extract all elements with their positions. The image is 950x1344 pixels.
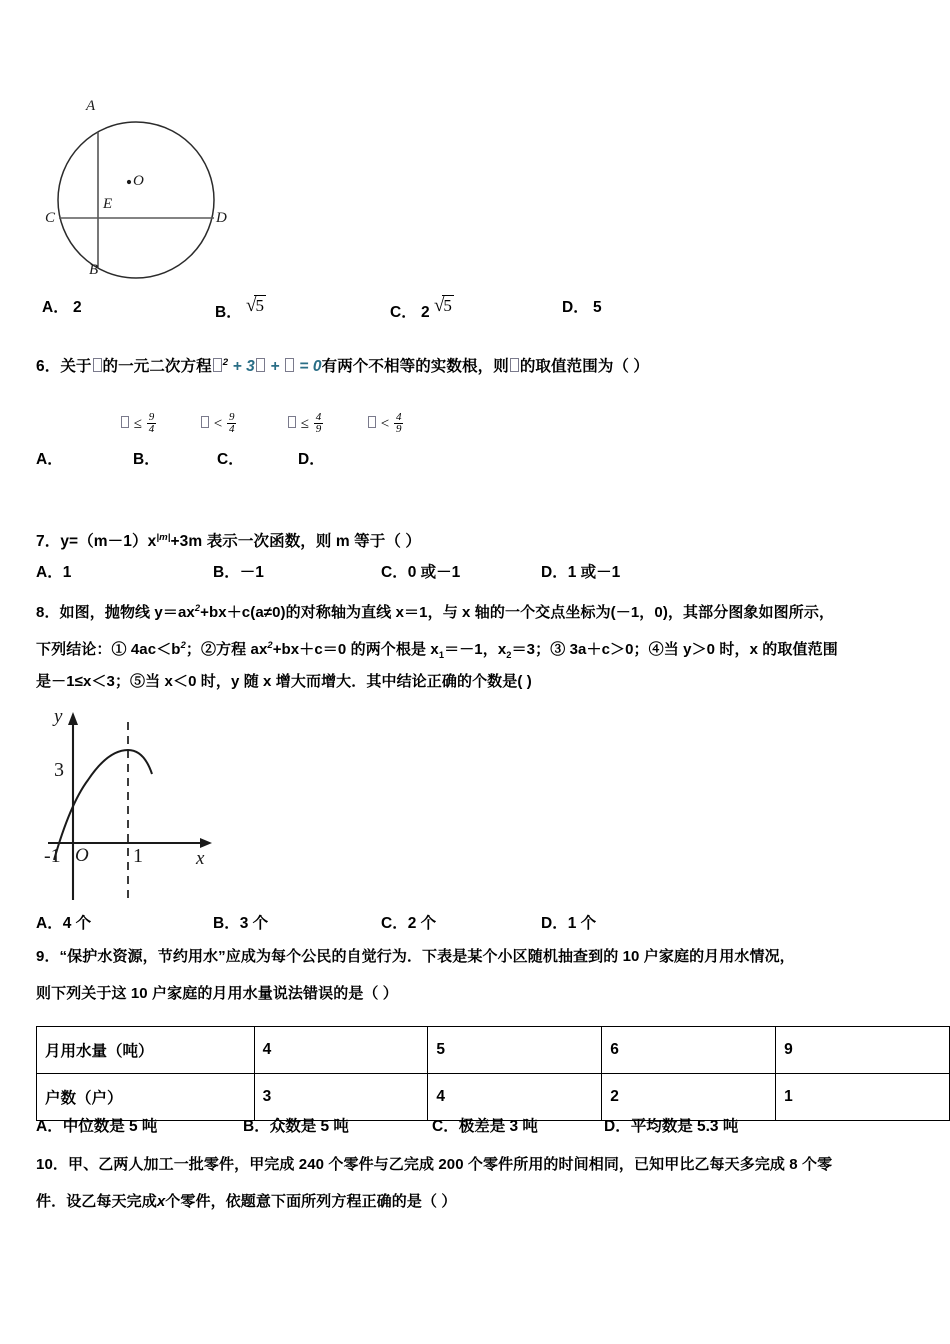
figure-circle-label-C: C	[45, 210, 56, 226]
q6-option-b-denominator: 4	[228, 423, 235, 436]
question8-line1-exponent: 2	[194, 603, 201, 613]
q9-option-d-label: D．	[604, 1118, 631, 1135]
question9-options-row	[36, 1114, 936, 1144]
question10-variable: x	[156, 1193, 166, 1210]
q5-option-c-radicand: 5	[443, 296, 452, 315]
q6-option-a-rel: ≤	[133, 416, 142, 433]
q6-option-c-fraction	[314, 412, 324, 435]
q6-option-a-expr	[120, 412, 157, 435]
question10-line2-b: 个零件，依题意下面所列方程正确的是（ ）	[165, 1193, 457, 1210]
q6-option-b-numerator: 9	[228, 411, 235, 423]
table-cell-count-0: 3	[254, 1074, 428, 1121]
q6-option-b-expr	[200, 412, 237, 435]
question8-line1	[36, 595, 946, 626]
q5-option-c-radical: √5	[433, 295, 452, 316]
table-cell-count-2: 2	[602, 1074, 776, 1121]
figure-circle-label-A: A	[86, 98, 96, 114]
q7-option-c-value: 0 或－1	[407, 564, 461, 581]
q9-option-a[interactable]	[36, 1114, 157, 1136]
figure-circle-container	[38, 90, 238, 285]
question8-line3: 是－1≤x＜3；⑤当 x＜0 时，y 随 x 增大而增大．其中结论正确的个数是( )	[36, 673, 532, 690]
q7-option-c[interactable]	[381, 560, 460, 582]
table-cell-count-1: 4	[428, 1074, 602, 1121]
table-row-header-usage: 月用水量（吨）	[37, 1027, 255, 1074]
question7-stem-b: +3m 表示一次函数，则 m 等于（ ）	[170, 533, 421, 551]
question6-text2: 的一元二次方程	[102, 358, 212, 376]
question6-equation: $^2$ + 3 + = 0	[212, 358, 322, 375]
q8-option-a-value: 4 个	[62, 915, 92, 932]
q5-option-d-value: 5	[593, 299, 602, 316]
figure-circle-label-B: B	[89, 262, 99, 278]
missing-glyph-box	[368, 416, 376, 428]
q9-option-c[interactable]	[432, 1114, 538, 1136]
q6-option-d-denominator: 9	[395, 423, 402, 436]
question8-line2-a: 下列结论：① 4ac＜b	[36, 641, 181, 658]
missing-glyph-box	[121, 416, 129, 428]
question7-number: 7．	[36, 533, 61, 551]
q7-option-b[interactable]	[213, 560, 264, 582]
q8-option-d-value: 1 个	[567, 915, 597, 932]
question6-number: 6．	[36, 358, 61, 376]
table-cell-usage-1: 5	[428, 1027, 602, 1074]
q7-option-a-label: A．	[36, 564, 63, 581]
q8-option-c-value: 2 个	[407, 915, 437, 932]
q9-option-d[interactable]	[604, 1114, 738, 1136]
question6-eq-coef: 3	[246, 358, 255, 376]
q7-option-d[interactable]	[541, 560, 620, 582]
missing-glyph-box	[256, 358, 265, 372]
question6-stem	[36, 350, 936, 380]
question10-line1-text: 甲、乙两人加工一批零件，甲完成 240 个零件与乙完成 200 个零件所用的时间相同，已知甲比乙每天多完成 8 个零	[68, 1156, 833, 1173]
question8-line2-exponent-1: 2	[180, 640, 186, 650]
question7-stem-a: y=（m－1）x	[60, 533, 157, 551]
question7-options-row	[36, 560, 916, 590]
q7-option-d-value: 1 或－1	[567, 564, 621, 581]
q9-option-a-label: A．	[36, 1118, 63, 1135]
q8-option-a[interactable]	[36, 911, 91, 933]
question9-line1-text: “保护水资源，节约用水”应成为每个公民的自觉行为．下表是某个小区随机抽查到的 10 户家庭的月用水情况，	[59, 948, 795, 965]
q5-option-c-coef: 2	[421, 304, 430, 321]
missing-glyph-box	[510, 358, 519, 372]
question7-stem	[36, 524, 936, 556]
question8-line2-exponent-2: 2	[267, 640, 273, 650]
question8-line2-c: +bx＋c＝0 的两个根是 x	[272, 641, 439, 658]
missing-glyph-box	[201, 416, 209, 428]
question6-eq-rhs: = 0	[299, 358, 322, 376]
question9-number: 9．	[36, 948, 60, 965]
missing-glyph-box	[285, 358, 294, 372]
figure-parabola-container	[40, 700, 230, 912]
q5-option-b-radicand: 5	[255, 296, 264, 315]
q8-option-b-value: 3 个	[239, 915, 269, 932]
question6-text1: 关于	[60, 358, 92, 376]
q7-option-a[interactable]	[36, 560, 71, 582]
q5-option-b-label: B．	[215, 304, 242, 321]
q8-option-d-label: D．	[541, 915, 568, 932]
q6-option-d-fraction	[394, 412, 404, 435]
question5-options-row	[42, 295, 902, 329]
question8-line2-subscript-2: 2	[506, 650, 512, 660]
figure-parabola-symmetry-label: 1	[133, 845, 143, 867]
missing-glyph-box	[93, 358, 102, 372]
question6-options-labels	[36, 447, 836, 477]
figure-parabola-x-label: x	[196, 848, 205, 869]
question8-line2-subscript-1: 1	[438, 650, 445, 660]
figure-circle-label-E: E	[103, 196, 113, 212]
figure-circle-label-O: O	[133, 173, 144, 189]
q7-option-b-label: B．	[213, 564, 240, 581]
q6-option-d-rel: <	[380, 416, 390, 433]
question8-line2-e: ＝3；③ 3a＋c＞0；④当 y＞0 时，x 的取值范围	[511, 641, 838, 658]
q5-option-d-label: D．	[562, 299, 589, 316]
q6-option-a[interactable]: A．	[36, 451, 63, 468]
question8-line1-a: 如图，抛物线 y＝ax	[59, 604, 195, 621]
q9-option-b[interactable]	[243, 1114, 349, 1136]
q6-option-a-denominator: 4	[148, 423, 155, 436]
figure-circle-label-D: D	[216, 210, 227, 226]
question7-exponent: |m|	[156, 532, 171, 543]
missing-glyph-box	[288, 416, 296, 428]
q5-option-b[interactable]	[215, 295, 266, 322]
q5-option-d[interactable]	[562, 295, 602, 317]
table-row	[37, 1027, 950, 1074]
q6-option-b-fraction	[227, 412, 237, 435]
q8-option-b[interactable]	[213, 911, 268, 933]
figure-parabola-origin-label: O	[75, 845, 89, 866]
table-cell-usage-0: 4	[254, 1027, 428, 1074]
q5-option-a[interactable]	[42, 295, 82, 317]
question8-line2-d: ＝－1，x	[444, 641, 507, 658]
question8-options-row	[36, 911, 916, 941]
question9-line2: 则下列关于这 10 户家庭的月用水量说法错误的是（ ）	[36, 985, 398, 1002]
q6-option-c-numerator: 4	[315, 411, 322, 423]
q6-option-b[interactable]: B．	[133, 451, 160, 468]
water-usage-table	[36, 1026, 950, 1121]
q8-option-c-label: C．	[381, 915, 408, 932]
q6-option-c-denominator: 9	[315, 423, 322, 436]
question6-text3: 有两个不相等的实数根，则	[321, 358, 509, 376]
q8-option-a-label: A．	[36, 915, 63, 932]
q6-option-a-fraction	[147, 412, 157, 435]
q5-option-c-label: C．	[390, 304, 417, 321]
q9-option-d-value: 平均数是 5.3 吨	[630, 1118, 739, 1135]
q6-option-c-expr	[287, 412, 324, 435]
q9-option-b-value: 众数是 5 吨	[269, 1118, 349, 1135]
q9-option-b-label: B．	[243, 1118, 270, 1135]
q6-option-c-rel: ≤	[300, 416, 309, 433]
question10-line2	[36, 1189, 946, 1215]
q7-option-b-value: －1	[239, 564, 264, 581]
q8-option-b-label: B．	[213, 915, 240, 932]
q8-option-d[interactable]	[541, 911, 596, 933]
question9-line1	[36, 944, 946, 970]
q7-option-a-value: 1	[62, 564, 72, 581]
q6-option-d-numerator: 4	[395, 411, 402, 423]
question8-line2	[36, 632, 946, 668]
table-row-header-count: 户数（户）	[37, 1074, 255, 1121]
figure-parabola-x-intercept-label: -1	[44, 845, 61, 867]
question10-number: 10．	[36, 1156, 68, 1173]
q5-option-a-label: A．	[42, 299, 69, 316]
table-cell-usage-3: 9	[776, 1027, 950, 1074]
q5-option-c[interactable]	[390, 295, 454, 322]
missing-glyph-box	[213, 358, 222, 372]
q7-option-d-label: D．	[541, 564, 568, 581]
question8-number: 8．	[36, 604, 60, 621]
question8-line1-b: +bx＋c(a≠0)的对称轴为直线 x＝1，与 x 轴的一个交点坐标为(－1，0)，其部分图象如图所示，	[200, 604, 835, 621]
q9-option-c-value: 极差是 3 吨	[458, 1118, 538, 1135]
q8-option-c[interactable]	[381, 911, 436, 933]
q6-option-d[interactable]: D．	[298, 451, 325, 468]
parabola-figure-svg	[40, 700, 230, 912]
question6-text4: 的取值范围为（ ）	[519, 358, 650, 376]
q7-option-c-label: C．	[381, 564, 408, 581]
question6-options-expressions	[120, 412, 920, 446]
q9-option-c-label: C．	[432, 1118, 459, 1135]
question10-line1	[36, 1152, 946, 1178]
q5-option-b-radical: √5	[246, 295, 264, 316]
question10-line2-a: 件．设乙每天完成	[36, 1193, 157, 1210]
question6-eq-exponent: 2	[222, 357, 229, 368]
question9-table-container	[36, 1026, 950, 1121]
table-cell-count-3: 1	[776, 1074, 950, 1121]
q9-option-a-value: 中位数是 5 吨	[62, 1118, 158, 1135]
table-cell-usage-2: 6	[602, 1027, 776, 1074]
figure-parabola-y-label: y	[54, 706, 63, 727]
figure-parabola-y-intercept-label: 3	[54, 759, 64, 781]
q6-option-b-rel: <	[213, 416, 223, 433]
q6-option-a-numerator: 9	[148, 411, 155, 423]
question8-line2-b: ；②方程 ax	[185, 641, 268, 658]
q6-option-d-expr	[367, 412, 404, 435]
q5-option-a-value: 2	[73, 299, 82, 316]
q6-option-c[interactable]: C．	[217, 451, 244, 468]
